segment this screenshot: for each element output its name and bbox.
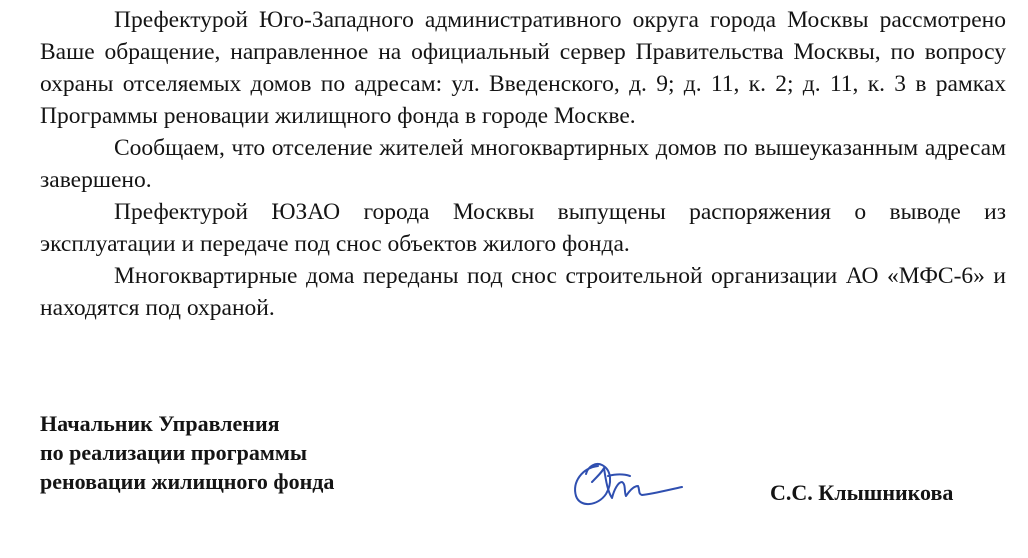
handwritten-signature (568, 452, 688, 512)
paragraph-4: Многоквартирные дома переданы под снос строительной организации АО «МФС-6» и находятся под охраной. (40, 263, 1006, 321)
letter-body (40, 4, 1006, 324)
paragraph-2: Сообщаем, что отселение жителей многоквартирных домов по вышеуказанным адресам завершено. (40, 135, 1006, 193)
signer-name: С.С. Клышникова (770, 480, 954, 505)
signer-title-line-1: Начальник Управления (40, 411, 280, 436)
signer-title (40, 409, 334, 496)
signer-title-line-2: по реализации программы (40, 440, 308, 465)
signature-strokes (575, 464, 682, 504)
paragraph-3: Префектурой ЮЗАО города Москвы выпущены распоряжения о выводе из эксплуатации и передаче под снос объектов жилого фонда. (40, 199, 1006, 257)
paragraph-1: Префектурой Юго-Западного административного округа города Москвы рассмотрено Ваше обращение, направленное на официальный сервер Правительства Москвы, по вопросу охраны отселяемых домов по адресам: ул. Введенского, д. 9; д. 11, к. 2; д. 11, к. 3 в рамках Программы реновации жилищного фонда в городе Москве. (40, 7, 1006, 129)
signer-title-line-3: реновации жилищного фонда (40, 469, 335, 494)
